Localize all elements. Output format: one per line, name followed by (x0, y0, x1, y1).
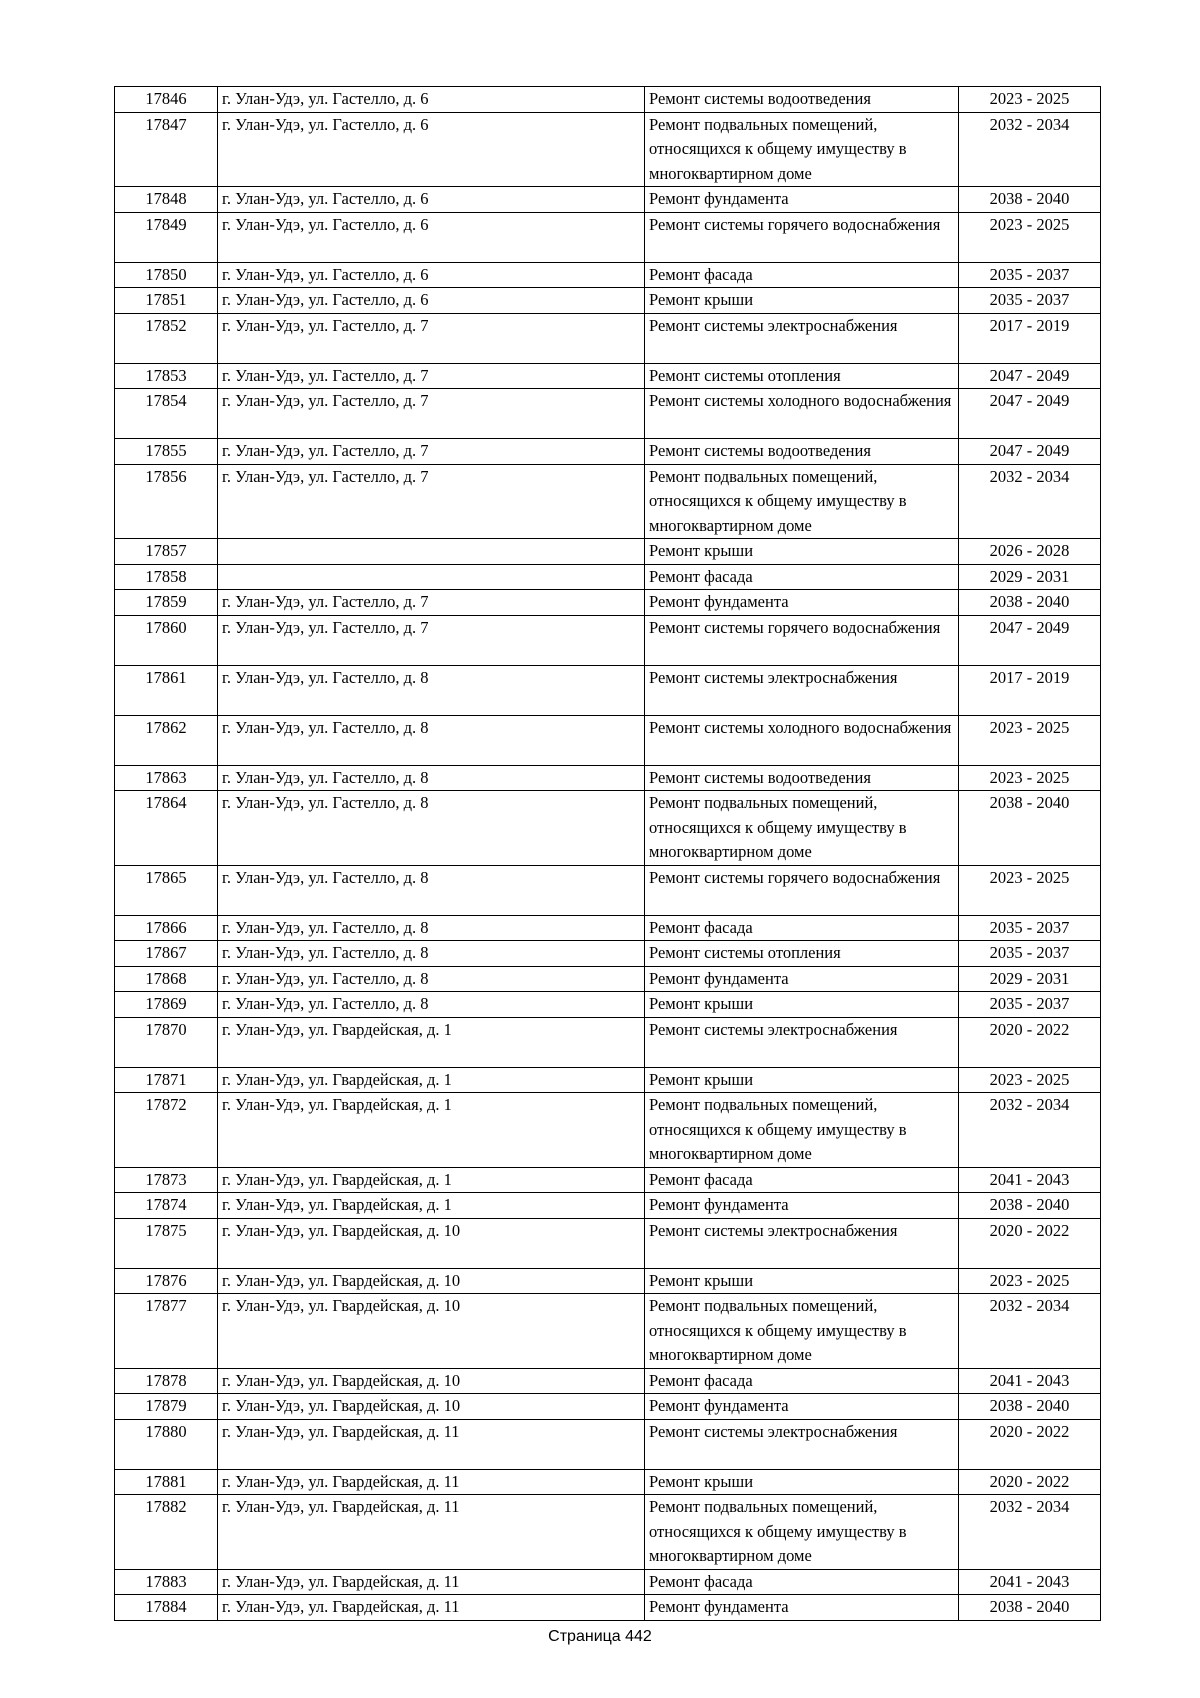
table-row (115, 187, 1101, 213)
work-type-cell: Ремонт системы водоотведения (645, 439, 959, 465)
row-number-cell: 17876 (115, 1268, 218, 1294)
work-type-cell: Ремонт крыши (645, 1067, 959, 1093)
table-row (115, 262, 1101, 288)
page-number: Страница 442 (548, 1628, 652, 1645)
row-number-cell: 17846 (115, 87, 218, 113)
period-cell: 2038 - 2040 (959, 1394, 1101, 1420)
address-cell: г. Улан-Удэ, ул. Гастелло, д. 8 (218, 915, 645, 941)
period-cell: 2047 - 2049 (959, 389, 1101, 439)
table-row (115, 389, 1101, 439)
row-number-cell: 17852 (115, 313, 218, 363)
repair-schedule-table (114, 86, 1101, 1621)
table-row (115, 1595, 1101, 1621)
address-cell: г. Улан-Удэ, ул. Гастелло, д. 8 (218, 715, 645, 765)
table-row (115, 865, 1101, 915)
row-number-cell: 17850 (115, 262, 218, 288)
table-row (115, 715, 1101, 765)
row-number-cell: 17858 (115, 564, 218, 590)
row-number-cell: 17856 (115, 464, 218, 539)
table-row (115, 539, 1101, 565)
address-cell: г. Улан-Удэ, ул. Гвардейская, д. 11 (218, 1495, 645, 1570)
period-cell: 2020 - 2022 (959, 1469, 1101, 1495)
address-cell: г. Улан-Удэ, ул. Гвардейская, д. 1 (218, 1017, 645, 1067)
address-cell: г. Улан-Удэ, ул. Гвардейская, д. 10 (218, 1368, 645, 1394)
address-cell: г. Улан-Удэ, ул. Гастелло, д. 6 (218, 288, 645, 314)
work-type-cell: Ремонт фасада (645, 1569, 959, 1595)
period-cell: 2029 - 2031 (959, 564, 1101, 590)
row-number-cell: 17880 (115, 1419, 218, 1469)
period-cell: 2020 - 2022 (959, 1419, 1101, 1469)
row-number-cell: 17860 (115, 615, 218, 665)
work-type-cell: Ремонт подвальных помещений, относящихся к общему имуществу в многоквартирном доме (645, 1093, 959, 1168)
address-cell: г. Улан-Удэ, ул. Гастелло, д. 8 (218, 791, 645, 866)
table-row (115, 791, 1101, 866)
work-type-cell: Ремонт фасада (645, 915, 959, 941)
address-cell: г. Улан-Удэ, ул. Гастелло, д. 7 (218, 313, 645, 363)
address-cell: г. Улан-Удэ, ул. Гвардейская, д. 11 (218, 1595, 645, 1621)
period-cell: 2035 - 2037 (959, 288, 1101, 314)
period-cell: 2032 - 2034 (959, 1093, 1101, 1168)
row-number-cell: 17857 (115, 539, 218, 565)
table-row (115, 915, 1101, 941)
period-cell: 2029 - 2031 (959, 966, 1101, 992)
table-row (115, 1495, 1101, 1570)
table-row (115, 1469, 1101, 1495)
table-body (115, 87, 1101, 1621)
address-cell: г. Улан-Удэ, ул. Гастелло, д. 6 (218, 212, 645, 262)
work-type-cell: Ремонт фундамента (645, 966, 959, 992)
period-cell: 2023 - 2025 (959, 212, 1101, 262)
row-number-cell: 17851 (115, 288, 218, 314)
work-type-cell: Ремонт фундамента (645, 1394, 959, 1420)
work-type-cell: Ремонт фундамента (645, 187, 959, 213)
period-cell: 2047 - 2049 (959, 363, 1101, 389)
work-type-cell: Ремонт системы водоотведения (645, 765, 959, 791)
table-row (115, 112, 1101, 187)
row-number-cell: 17861 (115, 665, 218, 715)
period-cell: 2038 - 2040 (959, 590, 1101, 616)
work-type-cell: Ремонт системы отопления (645, 941, 959, 967)
work-type-cell: Ремонт крыши (645, 288, 959, 314)
work-type-cell: Ремонт крыши (645, 539, 959, 565)
work-type-cell: Ремонт фундамента (645, 590, 959, 616)
address-cell: г. Улан-Удэ, ул. Гвардейская, д. 10 (218, 1268, 645, 1294)
table-row (115, 1294, 1101, 1369)
address-cell: г. Улан-Удэ, ул. Гастелло, д. 8 (218, 992, 645, 1018)
work-type-cell: Ремонт системы электроснабжения (645, 1419, 959, 1469)
table-row (115, 288, 1101, 314)
period-cell: 2041 - 2043 (959, 1368, 1101, 1394)
table-row (115, 1093, 1101, 1168)
work-type-cell: Ремонт системы холодного водоснабжения (645, 389, 959, 439)
period-cell: 2017 - 2019 (959, 313, 1101, 363)
address-cell: г. Улан-Удэ, ул. Гастелло, д. 7 (218, 464, 645, 539)
period-cell: 2038 - 2040 (959, 1193, 1101, 1219)
address-cell: г. Улан-Удэ, ул. Гастелло, д. 7 (218, 363, 645, 389)
row-number-cell: 17869 (115, 992, 218, 1018)
work-type-cell: Ремонт фасада (645, 564, 959, 590)
work-type-cell: Ремонт подвальных помещений, относящихся к общему имуществу в многоквартирном доме (645, 464, 959, 539)
row-number-cell: 17863 (115, 765, 218, 791)
row-number-cell: 17855 (115, 439, 218, 465)
work-type-cell: Ремонт подвальных помещений, относящихся к общему имуществу в многоквартирном доме (645, 112, 959, 187)
row-number-cell: 17865 (115, 865, 218, 915)
period-cell: 2032 - 2034 (959, 1294, 1101, 1369)
table-row (115, 439, 1101, 465)
row-number-cell: 17848 (115, 187, 218, 213)
address-cell: г. Улан-Удэ, ул. Гвардейская, д. 11 (218, 1569, 645, 1595)
table-row (115, 1368, 1101, 1394)
row-number-cell: 17874 (115, 1193, 218, 1219)
table-row (115, 1419, 1101, 1469)
row-number-cell: 17859 (115, 590, 218, 616)
address-cell: г. Улан-Удэ, ул. Гастелло, д. 7 (218, 615, 645, 665)
period-cell: 2023 - 2025 (959, 1268, 1101, 1294)
table-row (115, 1017, 1101, 1067)
table-row (115, 1268, 1101, 1294)
work-type-cell: Ремонт подвальных помещений, относящихся к общему имуществу в многоквартирном доме (645, 791, 959, 866)
work-type-cell: Ремонт фасада (645, 1368, 959, 1394)
table-row (115, 941, 1101, 967)
work-type-cell: Ремонт системы электроснабжения (645, 1017, 959, 1067)
work-type-cell: Ремонт системы электроснабжения (645, 313, 959, 363)
row-number-cell: 17882 (115, 1495, 218, 1570)
row-number-cell: 17884 (115, 1595, 218, 1621)
address-cell: г. Улан-Удэ, ул. Гастелло, д. 6 (218, 87, 645, 113)
row-number-cell: 17868 (115, 966, 218, 992)
table-row (115, 590, 1101, 616)
period-cell: 2038 - 2040 (959, 791, 1101, 866)
table-row (115, 615, 1101, 665)
period-cell: 2020 - 2022 (959, 1218, 1101, 1268)
table-row (115, 1193, 1101, 1219)
table-row (115, 87, 1101, 113)
row-number-cell: 17847 (115, 112, 218, 187)
row-number-cell: 17878 (115, 1368, 218, 1394)
address-cell: г. Улан-Удэ, ул. Гвардейская, д. 1 (218, 1167, 645, 1193)
period-cell: 2035 - 2037 (959, 915, 1101, 941)
table-row (115, 665, 1101, 715)
work-type-cell: Ремонт крыши (645, 992, 959, 1018)
period-cell: 2023 - 2025 (959, 1067, 1101, 1093)
work-type-cell: Ремонт системы отопления (645, 363, 959, 389)
work-type-cell: Ремонт подвальных помещений, относящихся к общему имуществу в многоквартирном доме (645, 1294, 959, 1369)
address-cell: г. Улан-Удэ, ул. Гастелло, д. 7 (218, 590, 645, 616)
address-cell: г. Улан-Удэ, ул. Гвардейская, д. 10 (218, 1394, 645, 1420)
work-type-cell: Ремонт фасада (645, 262, 959, 288)
table-row (115, 1569, 1101, 1595)
work-type-cell: Ремонт крыши (645, 1469, 959, 1495)
table-row (115, 765, 1101, 791)
period-cell: 2041 - 2043 (959, 1569, 1101, 1595)
period-cell: 2041 - 2043 (959, 1167, 1101, 1193)
period-cell: 2026 - 2028 (959, 539, 1101, 565)
address-cell: г. Улан-Удэ, ул. Гастелло, д. 8 (218, 941, 645, 967)
period-cell: 2032 - 2034 (959, 112, 1101, 187)
address-cell: г. Улан-Удэ, ул. Гастелло, д. 8 (218, 765, 645, 791)
row-number-cell: 17866 (115, 915, 218, 941)
row-number-cell: 17849 (115, 212, 218, 262)
work-type-cell: Ремонт системы электроснабжения (645, 1218, 959, 1268)
work-type-cell: Ремонт системы горячего водоснабжения (645, 212, 959, 262)
address-cell: г. Улан-Удэ, ул. Гвардейская, д. 11 (218, 1419, 645, 1469)
address-cell: г. Улан-Удэ, ул. Гастелло, д. 7 (218, 389, 645, 439)
table-row (115, 966, 1101, 992)
table-row (115, 1394, 1101, 1420)
work-type-cell: Ремонт системы горячего водоснабжения (645, 615, 959, 665)
address-cell: г. Улан-Удэ, ул. Гастелло, д. 6 (218, 262, 645, 288)
table-row (115, 992, 1101, 1018)
table-row (115, 1218, 1101, 1268)
period-cell: 2032 - 2034 (959, 1495, 1101, 1570)
work-type-cell: Ремонт крыши (645, 1268, 959, 1294)
period-cell: 2023 - 2025 (959, 865, 1101, 915)
table-row (115, 1067, 1101, 1093)
address-cell: г. Улан-Удэ, ул. Гвардейская, д. 1 (218, 1093, 645, 1168)
address-cell: г. Улан-Удэ, ул. Гвардейская, д. 11 (218, 1469, 645, 1495)
period-cell: 2047 - 2049 (959, 439, 1101, 465)
work-type-cell: Ремонт системы электроснабжения (645, 665, 959, 715)
period-cell: 2020 - 2022 (959, 1017, 1101, 1067)
period-cell: 2038 - 2040 (959, 1595, 1101, 1621)
row-number-cell: 17871 (115, 1067, 218, 1093)
period-cell: 2023 - 2025 (959, 715, 1101, 765)
address-cell: г. Улан-Удэ, ул. Гвардейская, д. 10 (218, 1218, 645, 1268)
period-cell: 2035 - 2037 (959, 941, 1101, 967)
row-number-cell: 17879 (115, 1394, 218, 1420)
table-row (115, 564, 1101, 590)
row-number-cell: 17877 (115, 1294, 218, 1369)
table-row (115, 363, 1101, 389)
period-cell: 2017 - 2019 (959, 665, 1101, 715)
period-cell: 2035 - 2037 (959, 992, 1101, 1018)
row-number-cell: 17862 (115, 715, 218, 765)
period-cell: 2023 - 2025 (959, 87, 1101, 113)
row-number-cell: 17867 (115, 941, 218, 967)
work-type-cell: Ремонт фасада (645, 1167, 959, 1193)
work-type-cell: Ремонт фундамента (645, 1595, 959, 1621)
table-row (115, 313, 1101, 363)
period-cell: 2047 - 2049 (959, 615, 1101, 665)
address-cell: г. Улан-Удэ, ул. Гастелло, д. 6 (218, 187, 645, 213)
address-cell: г. Улан-Удэ, ул. Гастелло, д. 6 (218, 112, 645, 187)
work-type-cell: Ремонт подвальных помещений, относящихся к общему имуществу в многоквартирном доме (645, 1495, 959, 1570)
row-number-cell: 17881 (115, 1469, 218, 1495)
row-number-cell: 17873 (115, 1167, 218, 1193)
row-number-cell: 17853 (115, 363, 218, 389)
row-number-cell: 17883 (115, 1569, 218, 1595)
row-number-cell: 17870 (115, 1017, 218, 1067)
period-cell: 2038 - 2040 (959, 187, 1101, 213)
work-type-cell: Ремонт системы водоотведения (645, 87, 959, 113)
period-cell: 2023 - 2025 (959, 765, 1101, 791)
row-number-cell: 17872 (115, 1093, 218, 1168)
row-number-cell: 17854 (115, 389, 218, 439)
address-cell: г. Улан-Удэ, ул. Гвардейская, д. 1 (218, 1193, 645, 1219)
address-cell: г. Улан-Удэ, ул. Гвардейская, д. 10 (218, 1294, 645, 1369)
work-type-cell: Ремонт фундамента (645, 1193, 959, 1219)
row-number-cell: 17864 (115, 791, 218, 866)
table-row (115, 212, 1101, 262)
address-cell: г. Улан-Удэ, ул. Гастелло, д. 8 (218, 865, 645, 915)
period-cell: 2032 - 2034 (959, 464, 1101, 539)
address-cell (218, 539, 645, 565)
table-row (115, 464, 1101, 539)
address-cell: г. Улан-Удэ, ул. Гвардейская, д. 1 (218, 1067, 645, 1093)
address-cell: г. Улан-Удэ, ул. Гастелло, д. 8 (218, 966, 645, 992)
row-number-cell: 17875 (115, 1218, 218, 1268)
table-row (115, 1167, 1101, 1193)
address-cell (218, 564, 645, 590)
work-type-cell: Ремонт системы холодного водоснабжения (645, 715, 959, 765)
address-cell: г. Улан-Удэ, ул. Гастелло, д. 8 (218, 665, 645, 715)
period-cell: 2035 - 2037 (959, 262, 1101, 288)
address-cell: г. Улан-Удэ, ул. Гастелло, д. 7 (218, 439, 645, 465)
work-type-cell: Ремонт системы горячего водоснабжения (645, 865, 959, 915)
